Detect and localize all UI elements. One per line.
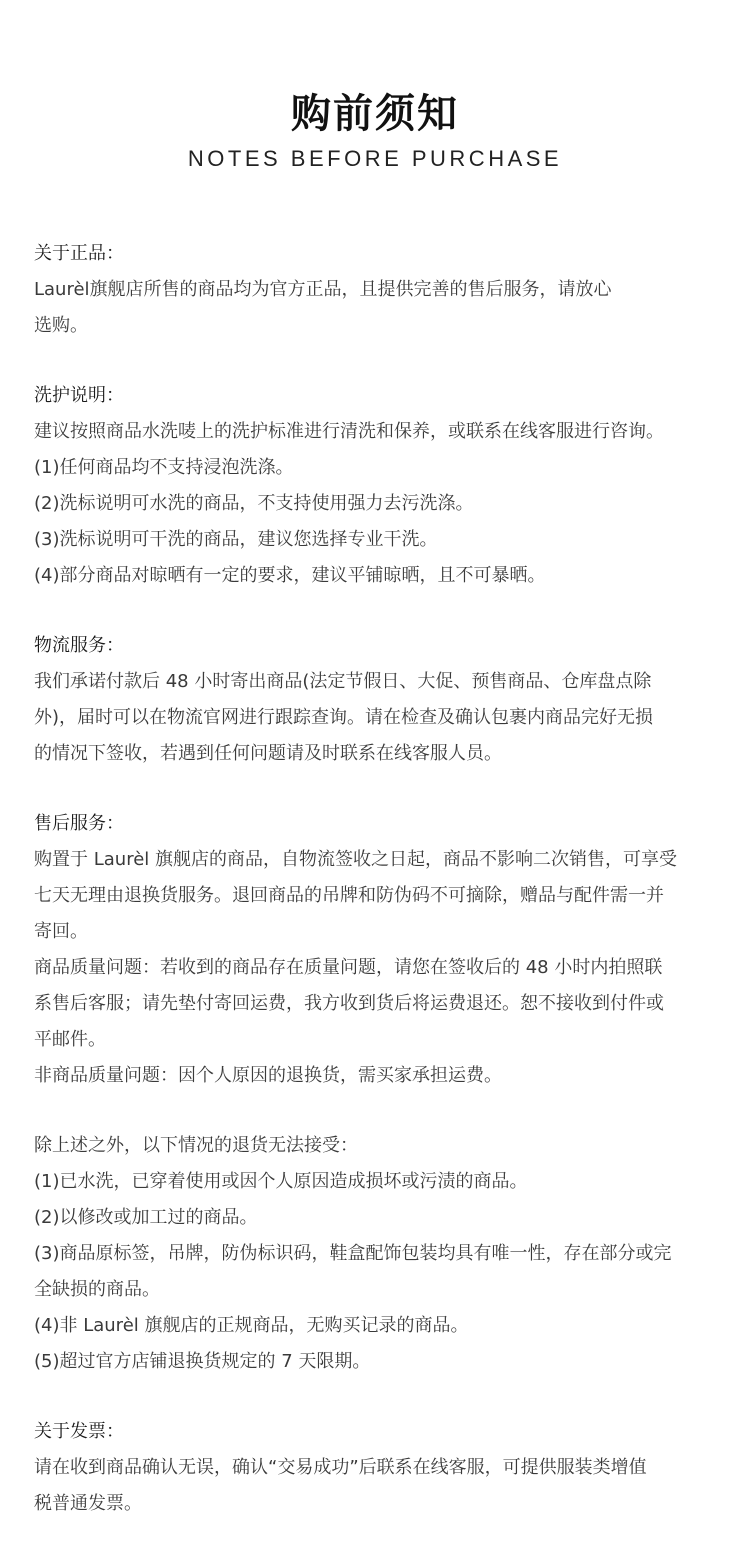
section-line: 全缺损的商品。 (34, 1279, 160, 1300)
section-logistics (34, 628, 724, 772)
section-line: 系售后客服；请先垫付寄回运费，我方收到货后将运费退还。恕不接收到付件或 (34, 993, 664, 1014)
section-line: 我们承诺付款后 48 小时寄出商品(法定节假日、大促、预售商品、仓库盘点除 (34, 671, 652, 692)
notes-content (34, 236, 724, 1556)
section-line: 购置于 Laurèl 旗舰店的商品，自物流签收之日起，商品不影响二次销售，可享受 (34, 849, 677, 870)
section-heading: 洗护说明： (34, 385, 124, 406)
section-authenticity (34, 236, 724, 344)
section-heading: 关于发票： (34, 1421, 124, 1442)
section-line: (4)部分商品对晾晒有一定的要求，建议平铺晾晒，且不可暴晒。 (34, 565, 546, 586)
section-return-exclusions (34, 1128, 724, 1380)
section-line: 建议按照商品水洗唛上的洗护标准进行清洗和保养，或联系在线客服进行咨询。 (34, 421, 664, 442)
section-line: Laurèl旗舰店所售的商品均为官方正品，且提供完善的售后服务，请放心 (34, 279, 612, 300)
section-line: 选购。 (34, 315, 88, 336)
section-line: (3)洗标说明可干洗的商品，建议您选择专业干洗。 (34, 529, 438, 550)
section-line: (1)已水洗，已穿着使用或因个人原因造成损坏或污渍的商品。 (34, 1171, 528, 1192)
section-line: 商品质量问题：若收到的商品存在质量问题，请您在签收后的 48 小时内拍照联 (34, 957, 663, 978)
section-line: (2)以修改或加工过的商品。 (34, 1207, 258, 1228)
section-line: 请在收到商品确认无误，确认“交易成功”后联系在线客服，可提供服装类增值 (34, 1457, 647, 1478)
page-title: 购前须知 (291, 91, 459, 137)
section-line: 非商品质量问题：因个人原因的退换货，需买家承担运费。 (34, 1065, 502, 1086)
section-invoice (34, 1414, 724, 1522)
section-heading: 关于正品： (34, 243, 124, 264)
section-line: 平邮件。 (34, 1029, 106, 1050)
section-line: (1)任何商品均不支持浸泡洗涤。 (34, 457, 294, 478)
section-line: (2)洗标说明可水洗的商品，不支持使用强力去污洗涤。 (34, 493, 474, 514)
section-line: 的情况下签收，若遇到任何问题请及时联系在线客服人员。 (34, 743, 502, 764)
page-subtitle: NOTES BEFORE PURCHASE (187, 146, 563, 171)
section-after-sales (34, 806, 724, 1094)
section-line: (5)超过官方店铺退换货规定的 7 天限期。 (34, 1351, 371, 1372)
section-line: 税普通发票。 (34, 1493, 142, 1514)
section-heading: 售后服务： (34, 813, 124, 834)
section-line: 七天无理由退换货服务。退回商品的吊牌和防伪码不可摘除，赠品与配件需一并 (34, 885, 664, 906)
section-line: 外)，届时可以在物流官网进行跟踪查询。请在检查及确认包裹内商品完好无损 (34, 707, 654, 728)
section-care-instructions (34, 378, 724, 594)
section-line: (4)非 Laurèl 旗舰店的正规商品，无购买记录的商品。 (34, 1315, 469, 1336)
section-heading: 物流服务： (34, 635, 124, 656)
section-line: 寄回。 (34, 921, 88, 942)
section-line: 除上述之外，以下情况的退货无法接受： (34, 1135, 358, 1156)
section-line: (3)商品原标签，吊牌，防伪标识码，鞋盒配饰包装均具有唯一性，存在部分或完 (34, 1243, 672, 1264)
